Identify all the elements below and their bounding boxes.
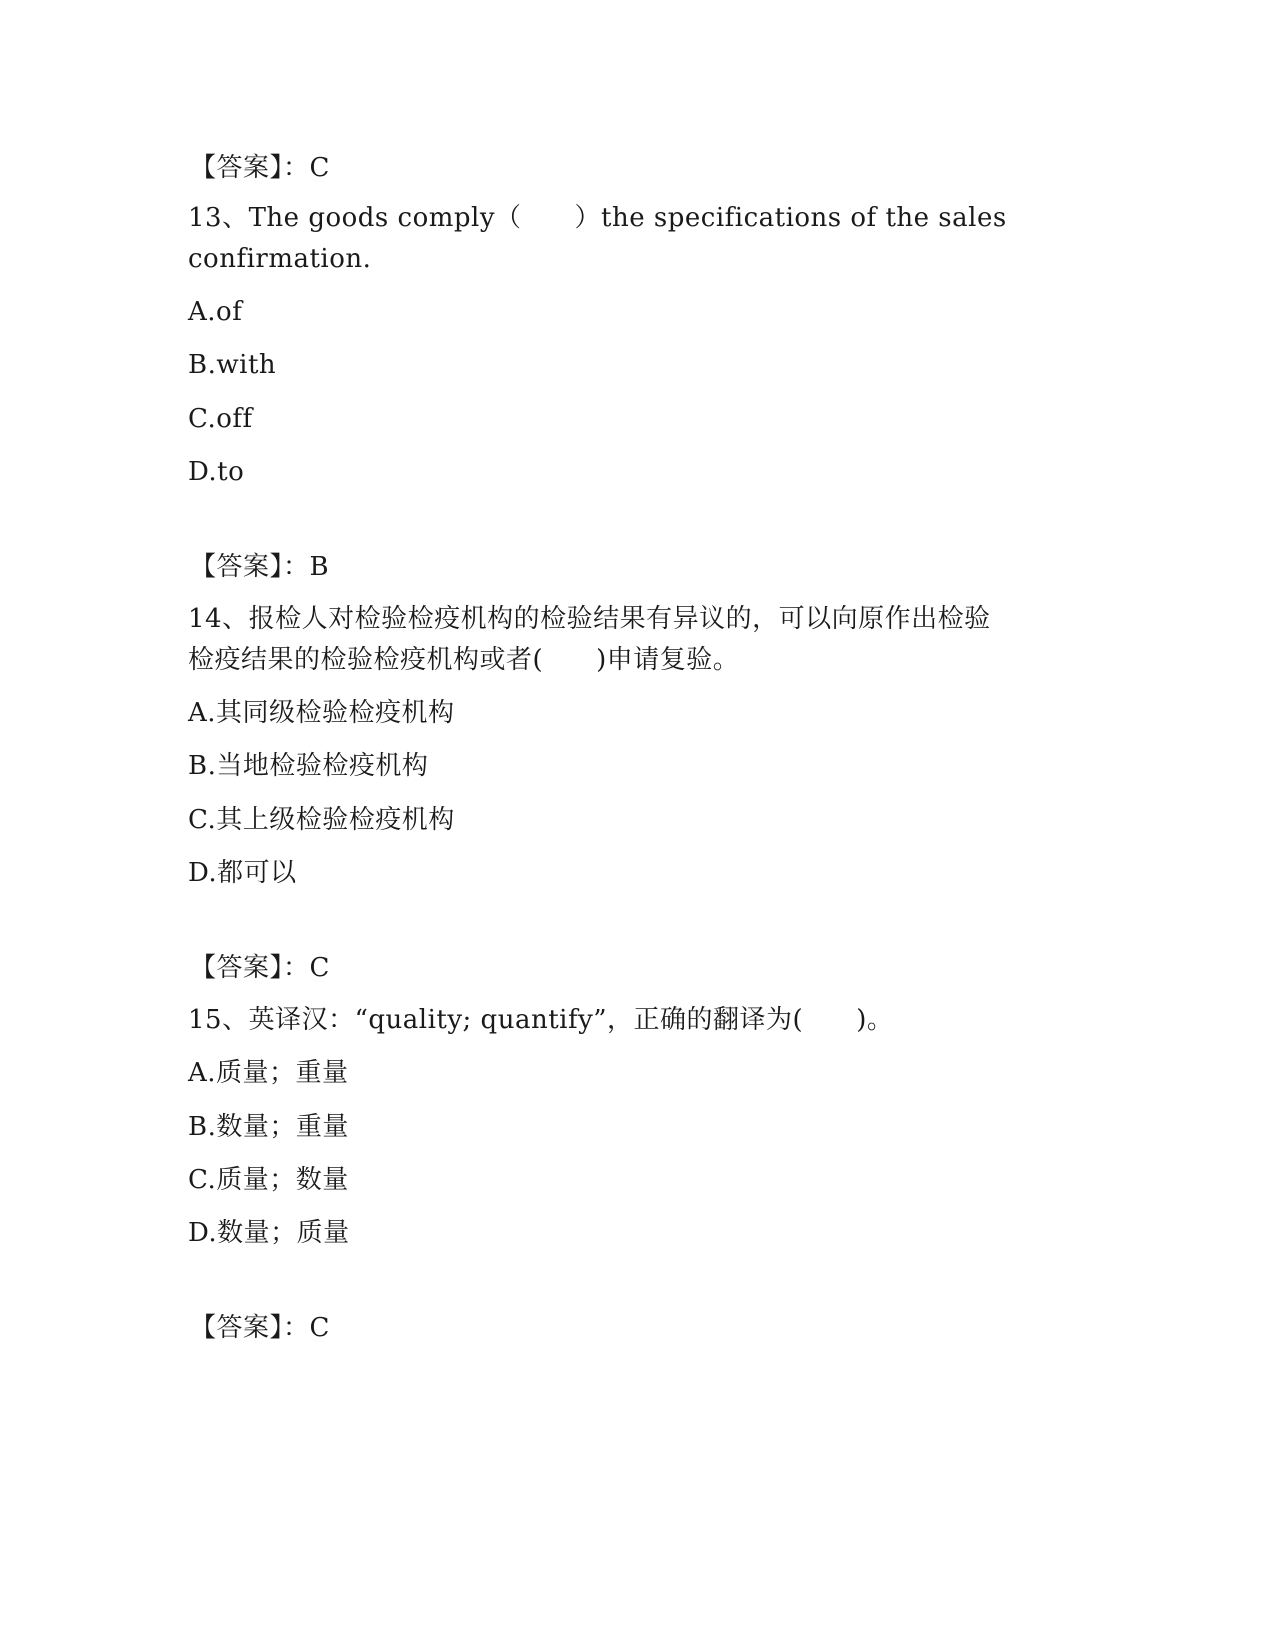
answer-line-14: 【答案】：C (190, 953, 330, 983)
answer-line-12: 【答案】：C (190, 153, 330, 183)
answer-line-13: 【答案】：B (190, 552, 330, 582)
answer-line-15: 【答案】：C (190, 1313, 330, 1343)
question-14-option-a: A.其同级检验检疫机构 (188, 698, 455, 728)
question-14-option-c: C.其上级检验检疫机构 (188, 805, 455, 835)
question-13-option-b: B.with (188, 350, 277, 380)
question-15-option-b: B.数量；重量 (188, 1112, 349, 1142)
question-15-option-c: C.质量；数量 (188, 1165, 349, 1195)
question-14-stem-line-1: 14、报检人对检验检疫机构的检验结果有异议的，可以向原作出检验 (188, 604, 991, 634)
question-15-option-d: D.数量；质量 (188, 1218, 350, 1248)
question-13-option-a: A.of (188, 297, 243, 327)
question-13-stem-line-2: confirmation. (188, 244, 372, 274)
question-13-option-d: D.to (188, 457, 245, 487)
question-15-stem: 15、英译汉：“quality; quantify”，正确的翻译为( )。 (188, 1005, 894, 1035)
question-15-option-a: A.质量；重量 (188, 1058, 349, 1088)
question-13-option-c: C.off (188, 404, 253, 434)
question-14-stem-line-2: 检疫结果的检验检疫机构或者( )申请复验。 (188, 645, 740, 675)
question-13-stem-line-1: 13、The goods comply（ ）the specifications of the sales (188, 203, 1007, 233)
question-14-option-d: D.都可以 (188, 858, 297, 888)
question-14-option-b: B.当地检验检疫机构 (188, 751, 429, 781)
